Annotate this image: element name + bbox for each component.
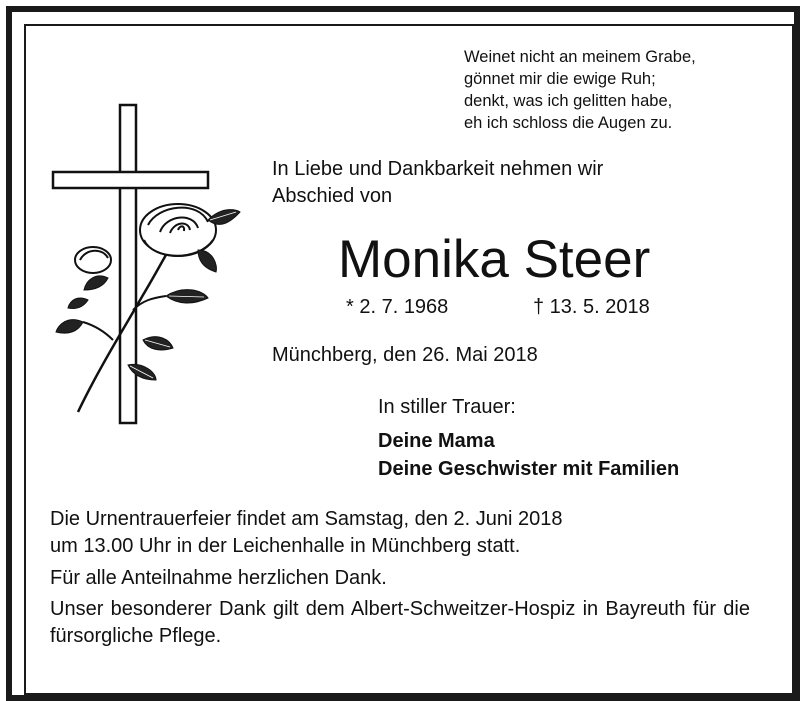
poem-line: Weinet nicht an meinem Grabe, (464, 48, 696, 66)
place-date: Münchberg, den 26. Mai 2018 (272, 344, 538, 366)
intro-line: Abschied von (272, 185, 393, 207)
ceremony-line: um 13.00 Uhr in der Leichenhalle in Münchberg statt. (50, 535, 521, 557)
death-date: † 13. 5. 2018 (533, 296, 650, 318)
thanks-text: Für alle Anteilnahme herzlichen Dank. (50, 567, 387, 589)
ceremony-text (50, 506, 750, 560)
mourning-label: In stiller Trauer: (378, 396, 516, 418)
birth-date: * 2. 7. 1968 (346, 296, 449, 318)
intro-text (272, 156, 603, 210)
deceased-name: Monika Steer (338, 230, 651, 289)
poem-line: gönnet mir die ewige Ruh; (464, 70, 656, 88)
mourners-list (378, 427, 679, 483)
special-thanks-text: Unser besonderer Dank gilt dem Albert-Schweitzer-Hospiz in Bayreuth für die fürsorgliche Pflege. (50, 598, 750, 647)
mourner: Deine Geschwister mit Familien (378, 458, 680, 480)
intro-line: In Liebe und Dankbarkeit nehmen wir (272, 158, 604, 180)
poem-line: eh ich schloss die Augen zu. (464, 114, 673, 132)
mourner: Deine Mama (378, 430, 495, 452)
poem (464, 46, 696, 134)
ceremony-line: Die Urnentrauerfeier findet am Samstag, den 2. Juni 2018 (50, 508, 563, 530)
poem-line: denkt, was ich gelitten habe, (464, 92, 673, 110)
cross-with-rose-icon (48, 100, 243, 425)
